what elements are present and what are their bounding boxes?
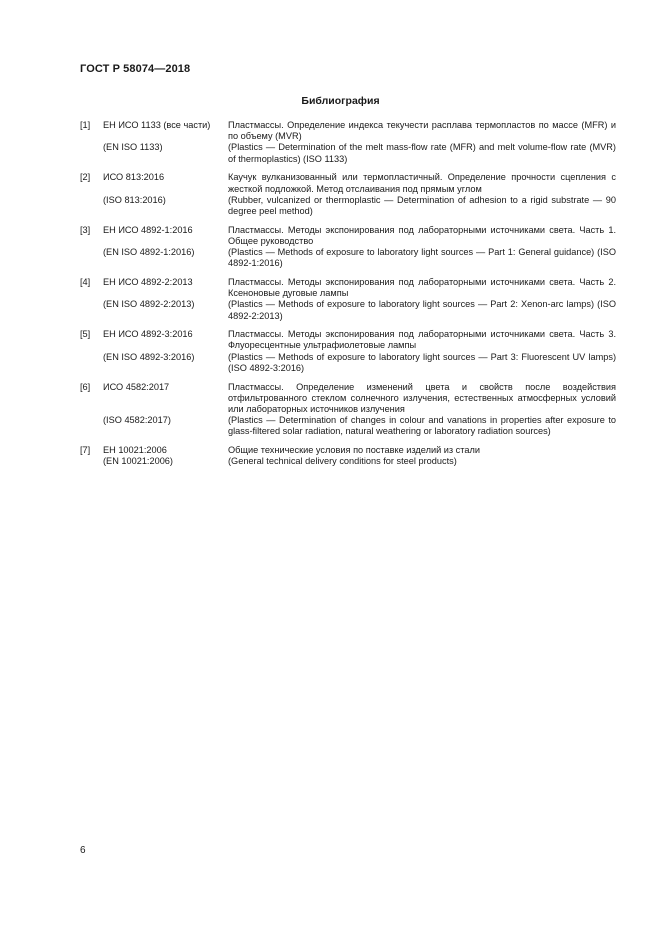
entry-en-text: (General technical delivery conditions for steel products): [228, 456, 457, 467]
entry-en-text: (Plastics — Determination of the melt mass-flow rate (MFR) and melt volume-flow rate (MVR) of thermoplastics) (ISO 1133): [228, 142, 616, 164]
bibliography-entry: [80, 382, 616, 438]
entry-ru-code: ЕН 10021:2006: [103, 445, 167, 456]
bibliography-entry: [80, 120, 616, 165]
entry-en-code: (EN ISO 4892-2:2013): [103, 299, 195, 310]
bibliography-entry: [80, 225, 616, 270]
entry-ru-code: ИСО 813:2016: [103, 172, 165, 183]
entry-ru-text: Общие технические условия по поставке изделий из стали: [228, 445, 480, 456]
entry-number: [4]: [80, 276, 91, 287]
entry-ru-text: Пластмассы. Методы экспонирования под лабораторными источниками света. Часть 3. Флуоресцентные ультрафиолетовые лампы: [228, 329, 616, 351]
entry-en-code: (EN ISO 4892-1:2016): [103, 247, 195, 258]
entry-en-text: (Plastics — Determination of changes in colour and vanations in properties after exposure to glass-filtered solar radiation, natural weathering or laboratory radiation sources): [228, 415, 616, 437]
entry-ru-text: Пластмассы. Определение изменений цвета и свойств после воздействия отфильтрованного стеклом солнечного излучения, естественных атмосферных условий или лабораторных источников излучения: [228, 381, 616, 414]
entry-ru-text: Каучук вулканизованный или термопластичный. Определение прочности сцепления с жесткой подложкой. Метод отслаивания под прямым углом: [228, 172, 616, 194]
entry-number: [7]: [80, 445, 91, 456]
entry-en-text: (Plastics — Methods of exposure to laboratory light sources — Part 3: Fluorescent UV lamps) (ISO 4892-3:2016): [228, 351, 616, 373]
entry-ru-text: Пластмассы. Методы экспонирования под лабораторными источниками света. Часть 2. Ксеноновые дуговые лампы: [228, 276, 616, 299]
bibliography-entry: [80, 172, 616, 217]
entry-ru-text: Пластмассы. Методы экспонирования под лабораторными источниками света. Часть 1. Общее руководство: [228, 224, 616, 246]
entry-ru-code: ЕН ИСО 1133 (все части): [103, 120, 211, 130]
entry-en-text: (Plastics — Methods of exposure to laboratory light sources — Part 1: General guidance) (ISO 4892-1:2016): [228, 247, 616, 269]
bibliography-entry: [80, 445, 616, 467]
entry-ru-code: ЕН ИСО 4892-1:2016: [103, 224, 193, 235]
bibliography-list: [80, 120, 616, 475]
entry-number: [1]: [80, 120, 91, 130]
entry-number: [3]: [80, 224, 91, 235]
entry-en-code: (EN ISO 1133): [103, 142, 163, 153]
entry-ru-text: Пластмассы. Определение индекса текучести расплава термопластов по массе (MFR) и по объему (MVR): [228, 120, 616, 142]
entry-number: [5]: [80, 329, 91, 340]
entry-en-text: (Plastics — Methods of exposure to laboratory light sources — Part 2: Xenon-arc lamps) (ISO 4892-2:2013): [228, 299, 616, 321]
entry-en-code: (ISO 813:2016): [103, 194, 166, 205]
entry-ru-code: ЕН ИСО 4892-2:2013: [103, 276, 193, 287]
bibliography-entry: [80, 277, 616, 322]
entry-en-code: (ISO 4582:2017): [103, 415, 171, 426]
document-id: ГОСТ Р 58074—2018: [80, 63, 191, 75]
entry-ru-code: ЕН ИСО 4892-3:2016: [103, 329, 193, 340]
bibliography-title: Библиография: [301, 95, 380, 107]
entry-en-text: (Rubber, vulcanized or thermoplastic — Determination of adhesion to a rigid substrate — 90 degree peel method): [228, 194, 616, 216]
page-number: 6: [80, 845, 86, 856]
entry-ru-code: ИСО 4582:2017: [103, 381, 170, 392]
entry-number: [2]: [80, 172, 91, 183]
bibliography-entry: [80, 329, 616, 374]
entry-en-code: (EN 10021:2006): [103, 456, 173, 467]
entry-en-code: (EN ISO 4892-3:2016): [103, 351, 195, 362]
entry-number: [6]: [80, 381, 91, 392]
